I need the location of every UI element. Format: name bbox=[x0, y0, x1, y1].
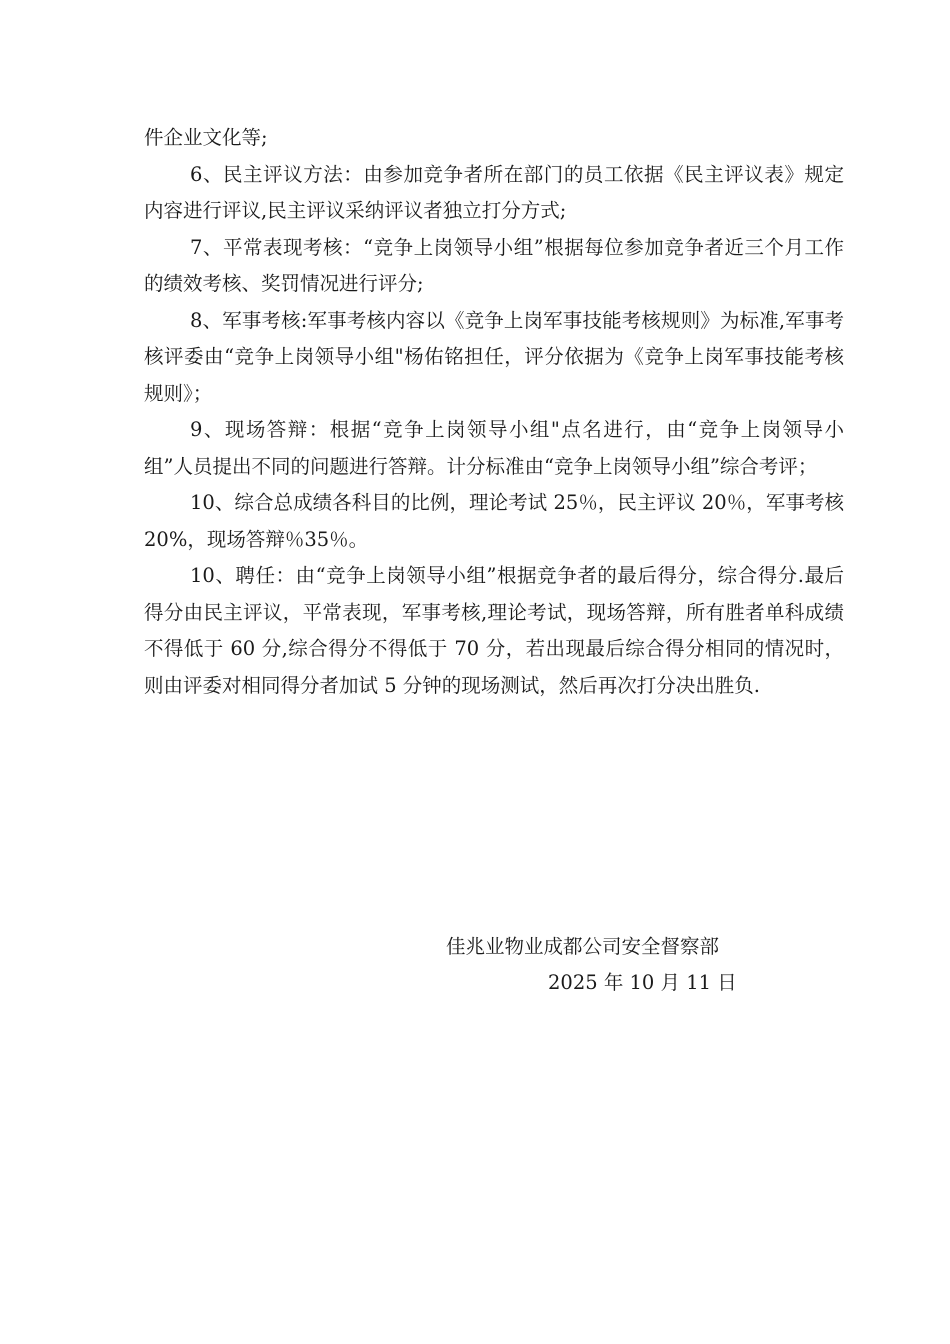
paragraph-item-10-appointment: 10、聘任：由“竞争上岗领导小组”根据竞争者的最后得分，综合得分.最后得分由民主评议，平常表现，军事考核,理论考试，现场答辩，所有胜者单科成绩不得低于 60 分,综合得分不得低于 70 分，若出现最后综合得分相同的情况时，则由评委对相同得分者加试 5 分钟的现场测试，然后再次打分决出胜负. bbox=[144, 564, 844, 697]
paragraph-item-8: 8、军事考核:军事考核内容以《竞争上岗军事技能考核规则》为标准,军事考核评委由“竞争上岗领导小组"杨佑铭担任，评分依据为《竞争上岗军事技能考核规则》； bbox=[144, 308, 844, 405]
paragraph-item-10-ratio: 10、综合总成绩各科目的比例，理论考试 25％，民主评议 20％，军事考核 20%，现场答辩％35％。 bbox=[144, 491, 844, 551]
paragraph-item-7: 7、平常表现考核：“竞争上岗领导小组”根据每位参加竞争者近三个月工作的绩效考核、奖罚情况进行评分; bbox=[144, 235, 844, 295]
issue-date: 2025 年 10 月 11 日 bbox=[548, 971, 737, 994]
issuer-signature: 佳兆业物业成都公司安全督察部 bbox=[446, 935, 720, 958]
document-body bbox=[144, 120, 844, 704]
paragraph-item-9: 9、现场答辩：根据“竞争上岗领导小组"点名进行，由“竞争上岗领导小组”人员提出不同的问题进行答辩。计分标准由“竞争上岗领导小组”综合考评； bbox=[144, 418, 844, 478]
paragraph-continuation: 件企业文化等; bbox=[144, 126, 268, 149]
paragraph-item-6: 6、民主评议方法：由参加竞争者所在部门的员工依据《民主评议表》规定内容进行评议,民主评议采纳评议者独立打分方式; bbox=[144, 162, 844, 222]
